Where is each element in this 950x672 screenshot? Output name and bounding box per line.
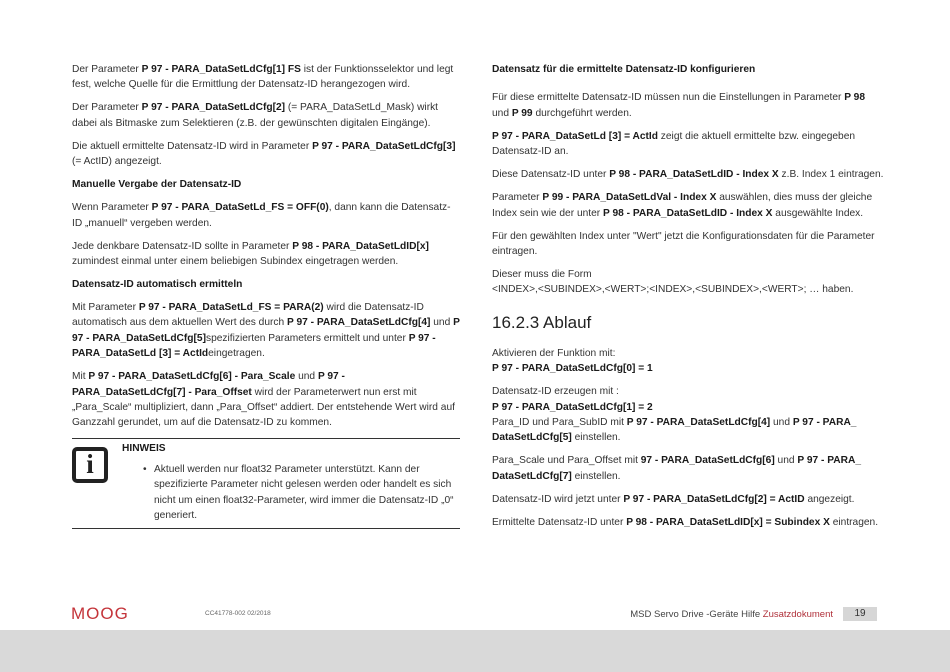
paragraph: Jede denkbare Datensatz-ID sollte in Parameter P 98 - PARA_DataSetLdID[x] zumindest einmal unter einem beliebigen Subindex eingetragen werden. xyxy=(72,240,429,268)
paragraph: Para_ID und Para_SubID mit P 97 - PARA_DataSetLdCfg[4] und P 97 - PARA_ DataSetLdCfg[5] einstellen. xyxy=(492,417,857,444)
note-title: HINWEIS xyxy=(122,443,166,455)
paragraph: Die aktuell ermittelte Datensatz-ID wird in Parameter P 97 - PARA_DataSetLdCfg[3] (= ActID) angezeigt. xyxy=(72,140,456,168)
viewer-bottom-band xyxy=(0,630,950,672)
right-column xyxy=(492,62,884,538)
paragraph: Aktivieren der Funktion mit: P 97 - PARA_DataSetLdCfg[0] = 1 xyxy=(492,347,653,375)
paragraph: Para_Scale und Para_Offset mit 97 - PARA_DataSetLdCfg[6] und P 97 - PARA_ DataSetLdCfg[7] einstellen. xyxy=(492,455,861,482)
document-number: CC41778-002 02/2018 xyxy=(205,610,271,617)
subheading-manual: Manuelle Vergabe der Datensatz-ID xyxy=(72,179,242,191)
info-icon: i xyxy=(72,447,108,483)
paragraph: Parameter P 99 - PARA_DataSetLdVal - Index X auswählen, dies muss der gleiche Index sein wie der unter P 98 - PARA_DataSetLdID - Index X ausgewählte Index. xyxy=(492,192,873,219)
paragraph: Datensatz-ID wird jetzt unter P 97 - PARA_DataSetLdCfg[2] = ActID angezeigt. xyxy=(492,493,855,505)
paragraph: Für den gewählten Index unter "Wert" jetzt die Konfigurationsdaten für die Parameter eintragen. xyxy=(492,230,875,258)
moog-logo: MOOG xyxy=(71,604,129,623)
paragraph: Diese Datensatz-ID unter P 98 - PARA_DataSetLdID - Index X z.B. Index 1 eintragen. xyxy=(492,169,884,181)
paragraph: Wenn Parameter P 97 - PARA_DataSetLd_FS = OFF(0), dann kann die Datensatz-ID „manuell“ vergeben werden. xyxy=(72,202,451,229)
subheading-automatic: Datensatz-ID automatisch ermitteln xyxy=(72,279,243,291)
paragraph: Dieser muss die Form <INDEX>,<SUBINDEX>,<WERT>;<INDEX>,<SUBINDEX>,<WERT>; … haben. xyxy=(492,269,854,296)
subheading-configure: Datensatz für die ermittelte Datensatz-ID konfigurieren xyxy=(492,64,756,75)
paragraph: Der Parameter P 97 - PARA_DataSetLdCfg[2] (= PARA_DataSetLd_Mask) wirkt dabei als Bitmaske zum Selektieren (z.B. der gewünschten digitalen Eingänge). xyxy=(72,102,439,129)
document-title: MSD Servo Drive -Geräte Hilfe Zusatzdokument xyxy=(630,609,833,620)
note-item: • Aktuell werden nur float32 Parameter unterstützt. Kann der spezifizierte Parameter nicht gelesen werden oder handelt es sich nicht um einen float32-Parameter, wird immer die Datensatz-ID „0“ generiert. xyxy=(154,462,460,524)
note-box xyxy=(72,438,460,528)
page-footer xyxy=(0,600,950,630)
left-column xyxy=(72,62,460,529)
page-number: 19 xyxy=(843,607,877,621)
paragraph: P 97 - PARA_DataSetLd [3] = ActId zeigt die aktuell ermittelte bzw. eingegeben Datensatz-ID an. xyxy=(492,130,856,158)
paragraph: Datensatz-ID erzeugen mit : P 97 - PARA_DataSetLdCfg[1] = 2 xyxy=(492,386,653,413)
paragraph: Ermittelte Datensatz-ID unter P 98 - PARA_DataSetLdID[x] = Subindex X eintragen. xyxy=(492,516,879,528)
paragraph: Mit Parameter P 97 - PARA_DataSetLd_FS = PARA(2) wird die Datensatz-ID automatisch aus dem aktuellen Wert des durch P 97 - PARA_DataSetLdCfg[4] und P 97 - PARA_DataSetLdCfg[5]spezifizierten Parameters ermittelt und unter P 97 - PARA_DataSetLd [3] = ActIdeingetragen. xyxy=(72,302,460,360)
paragraph: Mit P 97 - PARA_DataSetLdCfg[6] - Para_Scale und P 97 - PARA_DataSetLdCfg[7] - Para_Offset wird der Parameterwert nun erst mit „Para_Scale“ multipliziert, dann „Para_Offset“ addiert. Der entstehende Wert wird auf Ganzzahl gerundet, um auf die Datensatz-ID zu kommen. xyxy=(72,371,455,429)
paragraph: Für diese ermittelte Datensatz-ID müssen nun die Einstellungen in Parameter P 98 und P 99 durchgeführt werden. xyxy=(492,92,865,119)
paragraph: Der Parameter P 97 - PARA_DataSetLdCfg[1] FS ist der Funktionsselektor und legt fest, welche Quelle für die Ermittlung der Datensatz-ID herangezogen wird. xyxy=(72,64,454,91)
section-title: 16.2.3 Ablauf xyxy=(492,312,592,332)
note-list xyxy=(154,462,460,524)
